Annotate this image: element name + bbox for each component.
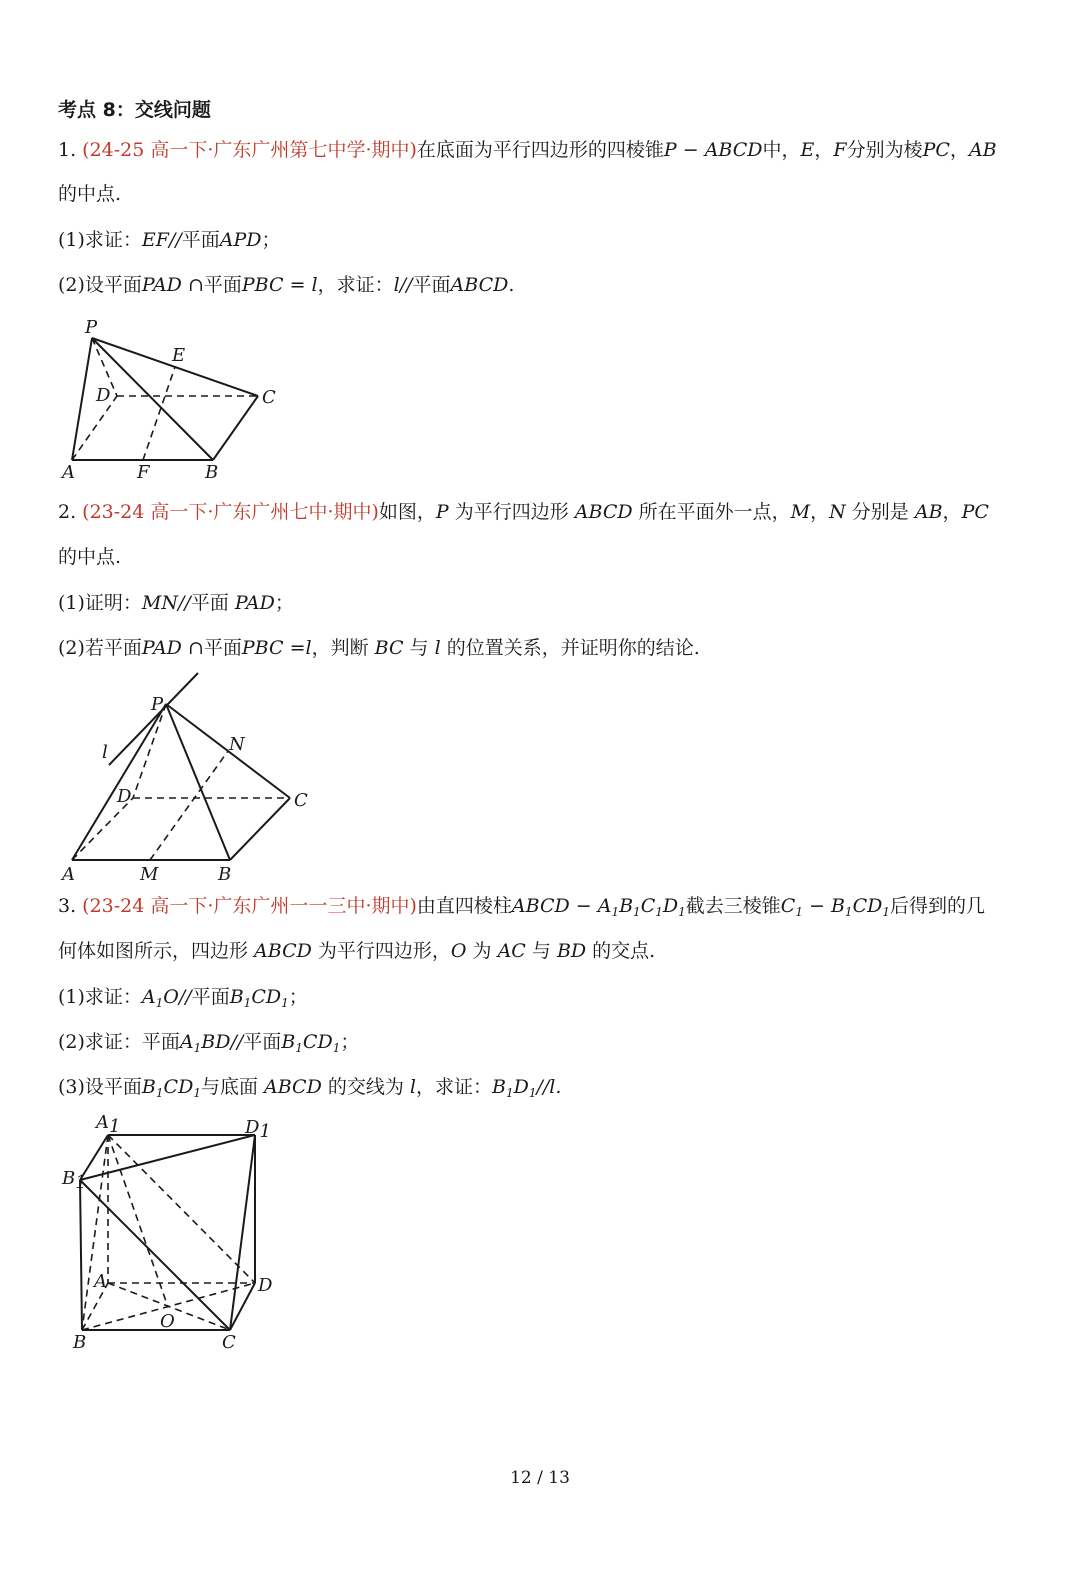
subscript: 1 xyxy=(655,905,663,919)
label-subscript: 1 xyxy=(75,1172,87,1193)
edge-B1D1 xyxy=(80,1135,255,1180)
text: ； xyxy=(274,592,294,614)
label-O: O xyxy=(160,1311,175,1332)
text: 与底面 xyxy=(200,1076,264,1098)
label-B: B xyxy=(73,1332,87,1353)
text: 为 xyxy=(466,940,498,962)
text: 的交点. xyxy=(586,940,656,962)
text: (2)设平面 xyxy=(58,274,142,296)
subscript: 1 xyxy=(611,905,620,919)
label-letter: B xyxy=(62,1168,76,1189)
label-A: A xyxy=(62,462,75,483)
math: E xyxy=(800,139,815,161)
label-B1 xyxy=(61,1168,87,1193)
subscript: 1 xyxy=(155,1086,164,1100)
subscript: 1 xyxy=(795,905,803,919)
text: ，求证： xyxy=(415,1076,492,1098)
label-P: P xyxy=(85,317,98,338)
label-A1 xyxy=(94,1112,120,1137)
math: $B_1CD_1$ xyxy=(229,986,289,1010)
math: PC xyxy=(961,501,989,523)
math: O xyxy=(450,940,467,962)
text: 何体如图所示，四边形 xyxy=(58,940,255,962)
label-F: F xyxy=(137,462,150,483)
label-P: P xyxy=(151,694,164,715)
text: (3)设平面 xyxy=(58,1076,142,1098)
math: BD xyxy=(556,940,587,962)
text: 平面 xyxy=(191,986,230,1008)
label-B: B xyxy=(205,462,219,483)
label-A: A xyxy=(94,1271,107,1292)
subscript: 1 xyxy=(844,905,853,919)
math: $B_1CD_1$ xyxy=(281,1031,341,1055)
text: ∩平面 xyxy=(181,274,242,296)
subscript: 1 xyxy=(332,1041,341,1055)
subscript: 1 xyxy=(193,1086,201,1100)
text: (1)证明： xyxy=(58,592,142,614)
text: 与 xyxy=(525,940,557,962)
label-D: D xyxy=(117,786,132,807)
text: (2)若平面 xyxy=(58,637,142,659)
math: P xyxy=(435,501,449,523)
math: P − ABCD xyxy=(663,139,763,161)
label-letter: A xyxy=(96,1112,109,1133)
text: ， xyxy=(810,501,830,523)
label-l: l xyxy=(102,742,108,763)
text: . xyxy=(508,274,515,296)
segment-A1D xyxy=(108,1135,255,1283)
label-D: D xyxy=(96,385,111,406)
label-E: E xyxy=(172,345,186,366)
text: 后得到的几 xyxy=(889,895,985,917)
edge-B1C xyxy=(80,1180,230,1330)
text: (1)求证： xyxy=(58,229,142,251)
math: BC xyxy=(374,637,404,659)
math: EF// xyxy=(141,229,182,251)
math: PAD xyxy=(234,592,275,614)
text: 为平行四边形， xyxy=(311,940,451,962)
text: 平面 xyxy=(181,229,220,251)
math: APD xyxy=(219,229,262,251)
text: 为平行四边形 xyxy=(448,501,575,523)
text: 的交线为 xyxy=(321,1076,410,1098)
text: ，求证： xyxy=(317,274,394,296)
text: 的位置关系，并证明你的结论. xyxy=(440,637,700,659)
subscript: 1 xyxy=(193,1041,202,1055)
math: l xyxy=(434,637,441,659)
text: 在底面为平行四边形的四棱锥 xyxy=(416,139,664,161)
segment-A1O xyxy=(108,1135,168,1307)
math: l// xyxy=(393,274,413,296)
math: PAD xyxy=(141,274,182,296)
math: l xyxy=(409,1076,416,1098)
text: ∩平面 xyxy=(181,637,242,659)
math: N xyxy=(829,501,846,523)
math: AB xyxy=(914,501,943,523)
math: $A_1BD//$ xyxy=(179,1031,244,1055)
label-subscript: 1 xyxy=(109,1116,121,1137)
text: ； xyxy=(340,1031,360,1053)
text: ， xyxy=(814,139,834,161)
label-C: C xyxy=(222,1332,236,1353)
label-B: B xyxy=(218,864,232,885)
edge-D1C xyxy=(230,1135,255,1330)
label-D1 xyxy=(244,1117,271,1142)
problem-number: 1. xyxy=(58,139,83,161)
text: ； xyxy=(261,229,281,251)
math: ABCD xyxy=(254,940,312,962)
text: ， xyxy=(949,139,969,161)
text: ，判断 xyxy=(311,637,375,659)
subscript: 1 xyxy=(633,905,641,919)
problem-source: (24-25 高一下·广东广州第七中学·期中) xyxy=(82,139,417,161)
text: 所在平面外一点， xyxy=(632,501,791,523)
text: 分别为棱 xyxy=(846,139,923,161)
subscript: 1 xyxy=(155,996,164,1010)
subscript: 1 xyxy=(295,1041,303,1055)
label-letter: D xyxy=(245,1117,260,1138)
problem-2-line-2: 的中点. xyxy=(58,546,122,568)
problem-1-line-2: 的中点. xyxy=(58,183,122,205)
problem-source: (23-24 高一下·广东广州一一三中·期中) xyxy=(82,895,417,917)
math-part: //l. xyxy=(536,1076,562,1098)
math: M xyxy=(790,501,811,523)
math-part: ABCD − A xyxy=(511,895,612,917)
text: (1)求证： xyxy=(58,986,142,1008)
subscript: 1 xyxy=(678,905,686,919)
section-title: 考点 8：交线问题 xyxy=(58,99,211,121)
subscript: 1 xyxy=(528,1086,537,1100)
text: 与 xyxy=(403,637,435,659)
math: AC xyxy=(497,940,526,962)
label-D: D xyxy=(258,1275,273,1296)
text: ； xyxy=(288,986,308,1008)
math: PBC = l xyxy=(241,274,318,296)
math: $B_1D_1//l$. xyxy=(492,1076,562,1100)
subscript: 1 xyxy=(882,905,890,919)
subscript: 1 xyxy=(243,996,252,1010)
math: F xyxy=(833,139,847,161)
problem-number: 2. xyxy=(58,501,83,523)
math: AB xyxy=(968,139,997,161)
text: 分别是 xyxy=(845,501,915,523)
label-A: A xyxy=(62,864,75,885)
math: $B_1CD_1$ xyxy=(141,1076,201,1100)
edge-B1B xyxy=(80,1180,82,1330)
text: 平面 xyxy=(243,1031,282,1053)
text: 如图， xyxy=(378,501,436,523)
text: 平面 xyxy=(190,592,235,614)
math: $A_1O//$ xyxy=(141,986,192,1010)
label-C: C xyxy=(294,790,308,811)
text: 平面 xyxy=(412,274,451,296)
label-subscript: 1 xyxy=(259,1121,271,1142)
subscript: 1 xyxy=(505,1086,514,1100)
subscript: 1 xyxy=(281,996,289,1010)
math: ABCD xyxy=(574,501,633,523)
text: 截去三棱锥 xyxy=(685,895,781,917)
math: ABCD xyxy=(264,1076,322,1098)
problem-source: (23-24 高一下·广东广州七中·期中) xyxy=(82,501,379,523)
label-C: C xyxy=(262,387,276,408)
segment-A1B xyxy=(82,1135,108,1330)
math: ABCD xyxy=(450,274,509,296)
text: (2)求证：平面 xyxy=(58,1031,180,1053)
label-N: N xyxy=(229,734,245,755)
math: ABCD − $A_1B_1C_1D_1$ xyxy=(511,895,686,919)
math: PAD xyxy=(141,637,182,659)
text: ， xyxy=(942,501,962,523)
math: PC xyxy=(922,139,950,161)
page-number: 12 / 13 xyxy=(510,1468,570,1488)
math: PBC =l xyxy=(241,637,312,659)
text: 由直四棱柱 xyxy=(416,895,512,917)
math: $C_1 - B_1CD_1$ xyxy=(780,895,890,919)
label-M: M xyxy=(140,864,159,885)
math: MN// xyxy=(141,592,191,614)
problem-number: 3. xyxy=(58,895,83,917)
text: 中， xyxy=(762,139,801,161)
